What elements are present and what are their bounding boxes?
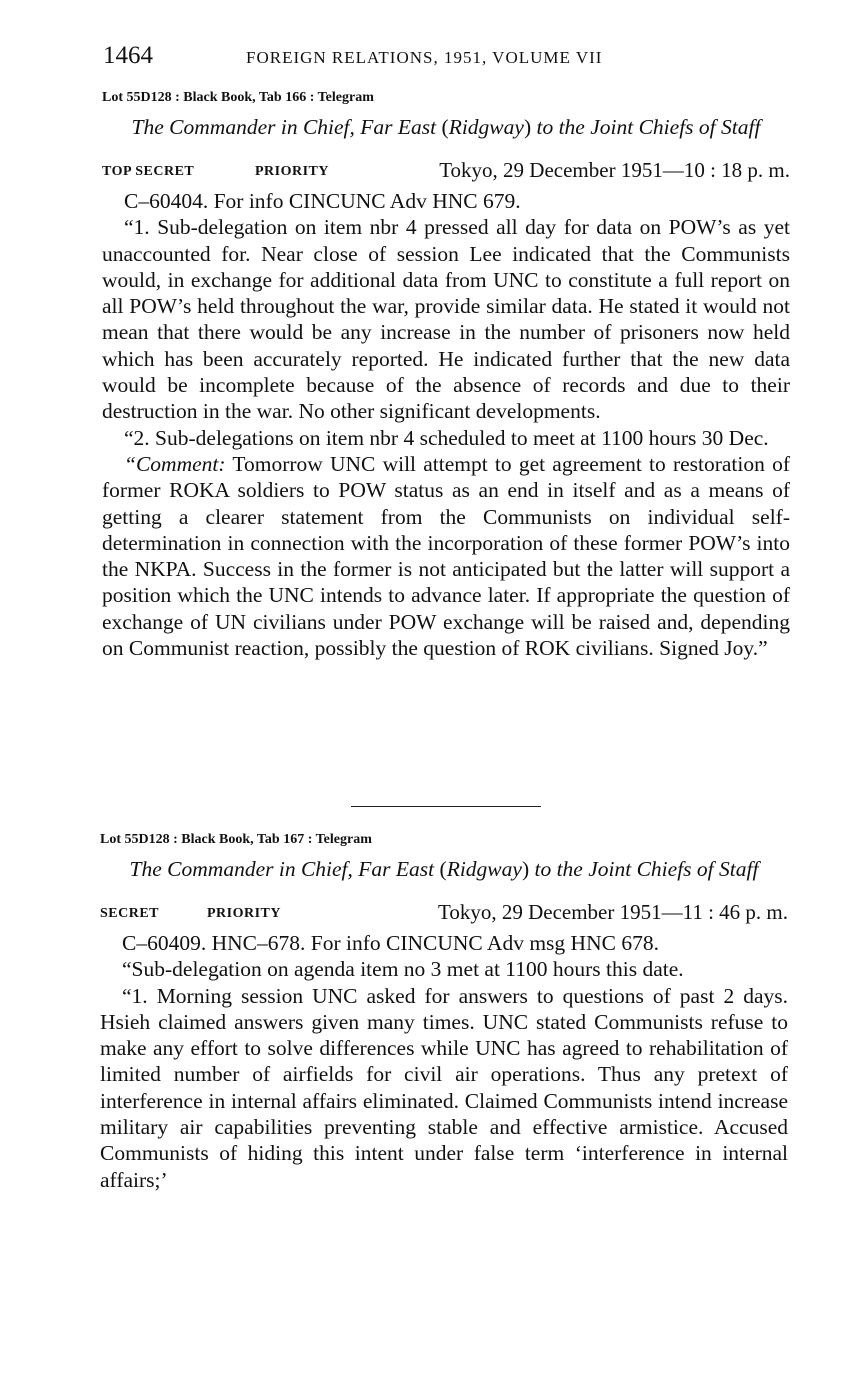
telegram-167	[100, 832, 788, 1193]
classification-label: TOP SECRET	[102, 164, 195, 179]
source-note: Lot 55D128 : Black Book, Tab 166 : Telegram	[102, 90, 374, 105]
paragraph: C–60404. For info CINCUNC Adv HNC 679.	[124, 189, 521, 213]
section-divider	[351, 806, 541, 807]
title-part-2: Ridgway	[448, 115, 524, 139]
document-title	[102, 114, 790, 140]
page-header	[103, 40, 803, 80]
precedence-label: PRIORITY	[255, 164, 330, 179]
title-part-1: The Commander in Chief, Far East (	[131, 115, 449, 139]
paragraph: C–60409. HNC–678. For info CINCUNC Adv msg HNC 678.	[122, 931, 659, 955]
comment-label: “Comment:	[124, 451, 226, 476]
dateline: Tokyo, 29 December 1951—10 : 18 p. m.	[439, 158, 790, 182]
dateline: Tokyo, 29 December 1951—11 : 46 p. m.	[437, 900, 788, 924]
paragraph: “Sub-delegation on agenda item no 3 met at 1100 hours this date.	[122, 957, 684, 982]
comment-paragraph	[102, 451, 790, 661]
classification-line	[102, 158, 790, 186]
running-head: FOREIGN RELATIONS, 1951, VOLUME VII	[246, 48, 603, 67]
classification-label: SECRET	[100, 906, 160, 921]
title-part-2: Ridgway	[446, 857, 522, 881]
paragraph: “1. Morning session UNC asked for answers to questions of past 2 days. Hsieh claimed answers given many times. UNC stated Communists refuse to make any effort to solve differences while UNC has agreed to rehabilitation of limited number of airfields for civil air operations. Thus any pretext of interference in internal affairs eliminated. Claimed Communists intend increase military air capabilities preventing stable and effective armistice. Accused Communists of hiding this intent under false term ‘interference in internal affairs;’	[100, 983, 788, 1192]
classification-line	[100, 900, 788, 928]
page-number: 1464	[103, 42, 153, 69]
title-part-1: The Commander in Chief, Far East (	[129, 857, 447, 881]
title-part-3: ) to the Joint Chiefs of Staff	[523, 115, 761, 139]
paragraph: “1. Sub-delegation on item nbr 4 pressed all day for data on POW’s as yet unaccounted for. Near close of session Lee indicated that the Communists would, in exchange for additional data from UNC to constitute a full report on all POW’s held throughout the war, provide similar data. He stated it would not mean that there would be any increase in the number of prisoners now held which has been accurately reported. He indicated further that the new data would be incomplete because of the absence of records and due to their destruction in the war. No other significant developments.	[102, 215, 790, 424]
comment-text: Tomorrow UNC will attempt to get agreement to restoration of former ROKA soldiers to POW status as an end in itself and as a means of getting a clearer statement from the Communists on individual self-determination in connection with the incorporation of these former POW’s into the NKPA. Success in the former is not anticipated but the latter will support a position which the UNC intends to advance later. If appropriate the question of exchange of UN civilians under POW exchange will be raised and, depending on Communist reaction, possibly the question of ROK civilians. Signed Joy.”	[102, 451, 790, 661]
document-title	[100, 856, 788, 882]
source-note: Lot 55D128 : Black Book, Tab 167 : Telegram	[100, 832, 372, 847]
title-part-3: ) to the Joint Chiefs of Staff	[521, 857, 759, 881]
paragraph: “2. Sub-delegations on item nbr 4 scheduled to meet at 1100 hours 30 Dec.	[124, 425, 769, 450]
telegram-166	[102, 90, 790, 661]
precedence-label: PRIORITY	[207, 906, 282, 921]
